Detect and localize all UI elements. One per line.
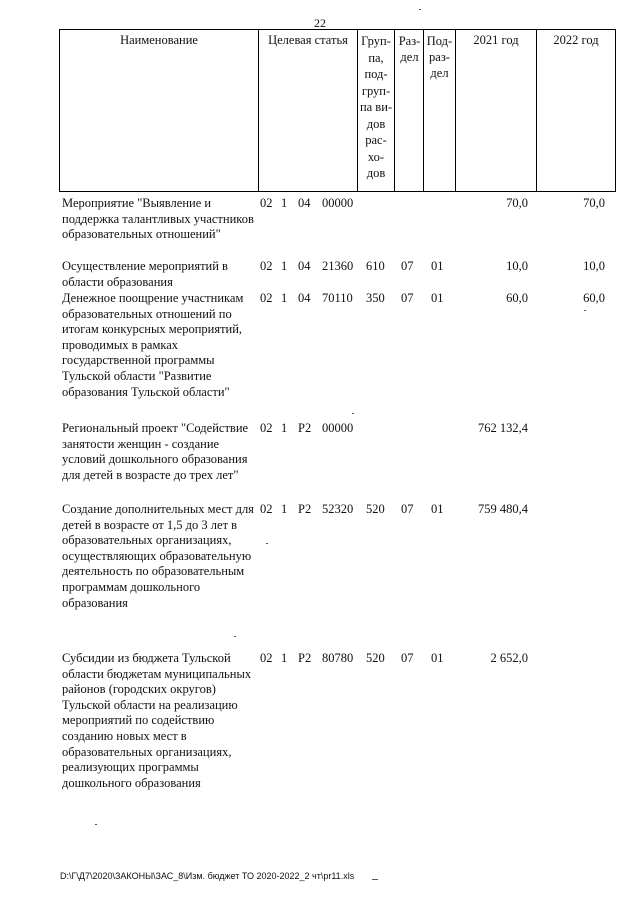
row-name: Денежное поощрение участникам образовательных отношений по итогам конкурсных мероприятий, проводимых в рамках государственной программы Тульской области "Развитие образования Тульской области"	[62, 291, 244, 399]
row-subsection: 01	[431, 291, 444, 305]
row-code1: 02	[260, 196, 273, 210]
column-divider	[536, 29, 537, 192]
scan-speck	[419, 9, 421, 10]
row-group: 520	[366, 651, 385, 665]
scan-speck	[372, 879, 378, 880]
row-name: Осуществление мероприятий в области образования	[62, 259, 228, 289]
row-code4: 00000	[322, 196, 354, 210]
row-code1: 02	[260, 502, 273, 516]
row-code4: 70110	[322, 291, 353, 305]
row-code3: 04	[298, 196, 311, 210]
row-name: Создание дополнительных мест для детей в возрасте от 1,5 до 3 лет в образовательных организациях, осуществляющих образовательную деятельность по образовательным программам дошкольного образования	[62, 502, 254, 610]
column-divider	[455, 29, 456, 192]
row-code2: 1	[281, 421, 288, 435]
row-code2: 1	[281, 651, 288, 665]
row-code4: 00000	[322, 421, 354, 435]
row-code1: 02	[260, 651, 273, 665]
header-group: Груп- па, под- груп- па ви- дов рас- хо- дов	[359, 34, 393, 180]
row-code3: 04	[298, 259, 311, 273]
row-code1: 02	[260, 259, 273, 273]
row-group: 520	[366, 502, 385, 516]
row-code4: 52320	[322, 502, 354, 516]
row-section: 07	[401, 651, 414, 665]
row-name: Мероприятие "Выявление и поддержка талантливых участников образовательных отношений"	[62, 196, 254, 242]
header-section: Раз- дел	[398, 34, 421, 64]
row-code3: 04	[298, 291, 311, 305]
scan-speck	[352, 413, 354, 414]
row-code4: 21360	[322, 259, 354, 273]
file-path-footer: D:\Г\Д7\2020\ЗАКОНЫ\ЗАС_8\Изм. бюджет ТО 2020-2022_2 чт\pr11.xls	[60, 871, 355, 881]
row-2021: 762 132,4	[478, 421, 528, 435]
row-section: 07	[401, 259, 414, 273]
row-group: 610	[366, 259, 385, 273]
header-target: Целевая статья	[268, 33, 348, 47]
row-2021: 2 652,0	[490, 651, 528, 665]
row-2022: 10,0	[583, 259, 605, 273]
row-subsection: 01	[431, 259, 444, 273]
header-subsection: Под- раз- дел	[426, 34, 453, 80]
header-name: Наименование	[120, 33, 198, 47]
row-code2: 1	[281, 502, 288, 516]
row-code2: 1	[281, 291, 288, 305]
row-code3: P2	[298, 502, 312, 516]
row-code3: P2	[298, 421, 312, 435]
header-2022: 2022 год	[553, 33, 599, 47]
row-group: 350	[366, 291, 385, 305]
header-2021: 2021 год	[473, 33, 519, 47]
row-subsection: 01	[431, 651, 444, 665]
row-code1: 02	[260, 291, 273, 305]
scan-speck	[95, 824, 97, 825]
row-2022: 60,0	[583, 291, 605, 305]
table-header	[59, 29, 616, 192]
column-divider	[258, 29, 259, 192]
row-code2: 1	[281, 196, 288, 210]
row-subsection: 01	[431, 502, 444, 516]
page-number: 22	[314, 16, 326, 30]
row-2021: 60,0	[506, 291, 528, 305]
row-code3: P2	[298, 651, 312, 665]
scan-speck	[584, 310, 586, 311]
scan-speck	[234, 636, 236, 637]
row-code1: 02	[260, 421, 273, 435]
row-section: 07	[401, 291, 414, 305]
row-2021: 70,0	[506, 196, 528, 210]
row-2021: 759 480,4	[478, 502, 528, 516]
scan-speck	[266, 543, 268, 544]
row-2022: 70,0	[583, 196, 605, 210]
row-name: Региональный проект "Содействие занятости женщин - создание условий дошкольного образования для детей в возрасте до трех лет"	[62, 421, 249, 482]
row-code2: 1	[281, 259, 288, 273]
row-name: Субсидии из бюджета Тульской области бюджетам муниципальных районов (городских округов) Тульской области на реализацию мероприятий по содействию созданию новых мест в образовательных организациях, реализующих программы дошкольного образования	[62, 651, 252, 790]
row-section: 07	[401, 502, 414, 516]
row-code4: 80780	[322, 651, 354, 665]
row-2021: 10,0	[506, 259, 528, 273]
